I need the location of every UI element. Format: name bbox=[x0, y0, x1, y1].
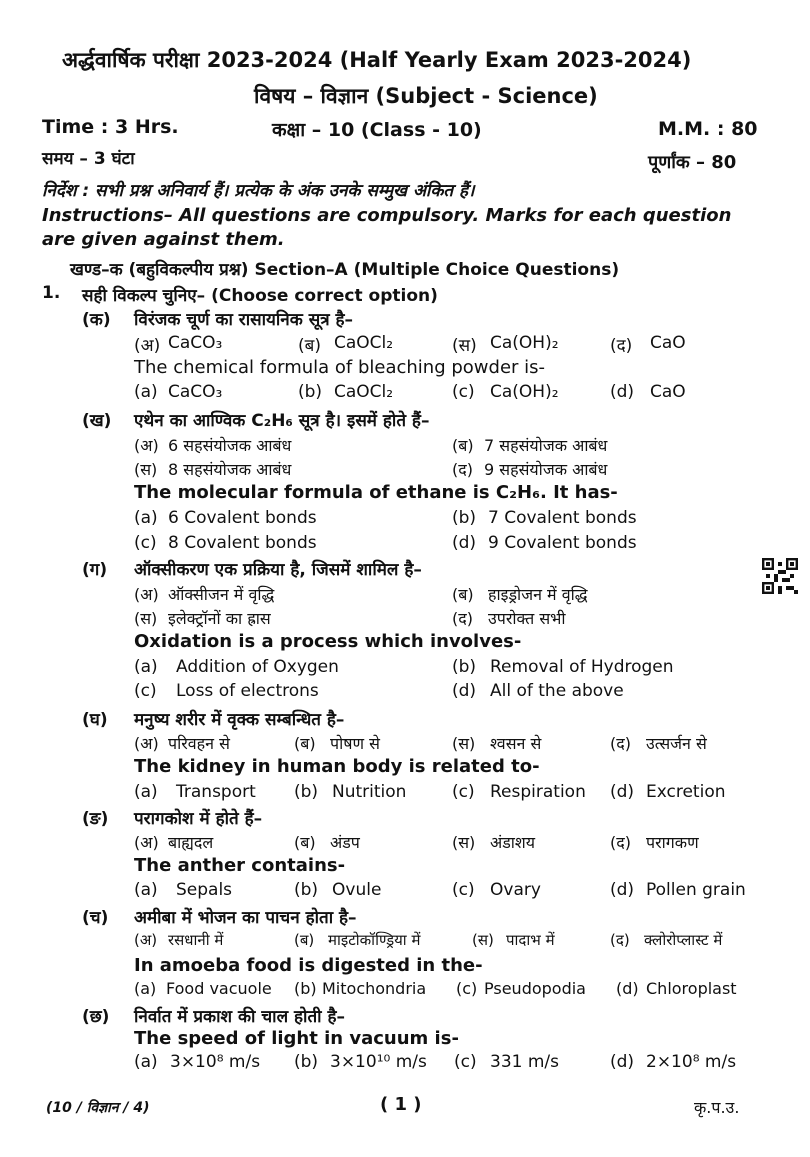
option-label: (c) bbox=[134, 533, 157, 553]
option-label: (ब) bbox=[294, 931, 315, 949]
option-label: (अ) bbox=[134, 436, 159, 455]
question-english: The speed of light in vacuum is- bbox=[134, 1028, 459, 1049]
instructions-hindi: निर्देश : सभी प्रश्न अनिवार्य हैं। प्रत्येक के अंक उनके सम्मुख अंकित हैं। bbox=[42, 181, 475, 201]
option-text: Loss of electrons bbox=[176, 681, 319, 701]
time-hindi: समय – 3 घंटा bbox=[42, 149, 135, 169]
option-text: All of the above bbox=[490, 681, 624, 701]
option-text: 331 m/s bbox=[490, 1052, 559, 1072]
options-hindi bbox=[0, 333, 810, 357]
section-heading: खण्ड–क (बहुविकल्पीय प्रश्न) Section–A (Multiple Choice Questions) bbox=[70, 260, 620, 280]
option-label: (a) bbox=[134, 782, 158, 802]
option-label: (अ) bbox=[134, 931, 158, 949]
question-english: The anther contains- bbox=[134, 855, 346, 876]
option-text: 7 सहसंयोजक आबंध bbox=[484, 436, 608, 455]
option-text: 7 Covalent bonds bbox=[488, 508, 637, 528]
option-label: (स) bbox=[472, 931, 494, 949]
question-english: In amoeba food is digested in the- bbox=[134, 955, 483, 976]
option-text: Ca(OH)₂ bbox=[490, 382, 559, 402]
option-text: 9 Covalent bonds bbox=[488, 533, 637, 553]
options-hindi bbox=[0, 607, 810, 629]
option-text: CaCO₃ bbox=[168, 382, 223, 402]
option-label: (a) bbox=[134, 880, 158, 900]
option-text: रसधानी में bbox=[168, 931, 224, 949]
option-text: परागकण bbox=[646, 833, 699, 852]
option-label: (द) bbox=[610, 734, 631, 753]
option-label: (b) bbox=[298, 382, 323, 402]
option-label: (c) bbox=[134, 681, 157, 701]
option-label: (स) bbox=[134, 609, 158, 628]
max-marks-english: M.M. : 80 bbox=[658, 118, 758, 140]
option-text: Addition of Oxygen bbox=[176, 657, 339, 677]
option-text: उत्सर्जन से bbox=[646, 734, 707, 753]
option-text: CaCO₃ bbox=[168, 333, 223, 353]
option-label: (ब) bbox=[294, 833, 316, 852]
option-label: (a) bbox=[134, 979, 157, 998]
max-marks-hindi: पूर्णांक – 80 bbox=[648, 152, 737, 173]
option-text: उपरोक्त सभी bbox=[488, 609, 566, 628]
question-english: The molecular formula of ethane is C₂H₆. It has- bbox=[134, 482, 618, 503]
question-hindi: निर्वात में प्रकाश की चाल होती है– bbox=[134, 1007, 345, 1027]
option-label: (a) bbox=[134, 508, 158, 528]
options-hindi bbox=[0, 831, 810, 853]
option-text: Excretion bbox=[646, 782, 726, 802]
page-number: ( 1 ) bbox=[380, 1094, 422, 1115]
option-text: Food vacuole bbox=[166, 979, 272, 998]
option-text: पादाभ में bbox=[506, 931, 555, 949]
option-text: क्लोरोप्लास्ट में bbox=[644, 931, 723, 949]
option-label: (b) bbox=[452, 657, 477, 677]
option-label: (c) bbox=[456, 979, 478, 998]
question-english: The kidney in human body is related to- bbox=[134, 756, 540, 777]
option-label: (b) bbox=[294, 979, 317, 998]
please-turn-over: कृ.प.उ. bbox=[694, 1098, 740, 1117]
option-text: 6 Covalent bonds bbox=[168, 508, 317, 528]
options-english bbox=[0, 782, 810, 806]
option-label: (a) bbox=[134, 1052, 158, 1072]
option-label: (ब) bbox=[452, 585, 474, 604]
options-english bbox=[0, 533, 810, 557]
option-text: Respiration bbox=[490, 782, 586, 802]
instructions-english-line2: are given against them. bbox=[42, 229, 285, 250]
option-label: (अ) bbox=[134, 336, 161, 356]
option-label: (d) bbox=[610, 1052, 635, 1072]
options-english bbox=[0, 382, 810, 406]
option-text: 6 सहसंयोजक आबंध bbox=[168, 436, 292, 455]
option-text: 3×10¹⁰ m/s bbox=[330, 1052, 427, 1072]
option-text: Nutrition bbox=[332, 782, 407, 802]
option-text: 8 सहसंयोजक आबंध bbox=[168, 460, 292, 479]
option-label: (अ) bbox=[134, 585, 159, 604]
option-label: (d) bbox=[452, 533, 477, 553]
sub-question-label: (ग) bbox=[82, 560, 108, 580]
option-text: 8 Covalent bonds bbox=[168, 533, 317, 553]
options-english bbox=[0, 657, 810, 681]
options-english bbox=[0, 880, 810, 904]
option-label: (a) bbox=[134, 657, 158, 677]
option-text: Pollen grain bbox=[646, 880, 746, 900]
option-text: इलेक्ट्रॉनों का ह्रास bbox=[168, 609, 271, 628]
question-hindi: मनुष्य शरीर में वृक्क सम्बन्धित है– bbox=[134, 710, 345, 730]
option-text: पोषण से bbox=[330, 734, 380, 753]
option-label: (c) bbox=[454, 1052, 477, 1072]
option-label: (द) bbox=[452, 609, 473, 628]
options-english bbox=[0, 508, 810, 532]
option-label: (d) bbox=[610, 880, 635, 900]
option-text: अंडप bbox=[330, 833, 360, 852]
option-text: CaOCl₂ bbox=[334, 382, 394, 402]
option-label: (स) bbox=[134, 460, 158, 479]
option-text: Chloroplast bbox=[646, 979, 737, 998]
option-label: (d) bbox=[616, 979, 639, 998]
option-text: CaOCl₂ bbox=[334, 333, 394, 353]
option-label: (b) bbox=[452, 508, 477, 528]
option-label: (स) bbox=[452, 734, 476, 753]
option-label: (c) bbox=[452, 382, 475, 402]
option-label: (अ) bbox=[134, 734, 159, 753]
question-number: 1. bbox=[42, 283, 61, 303]
option-label: (स) bbox=[452, 833, 476, 852]
option-label: (a) bbox=[134, 382, 158, 402]
options-hindi bbox=[0, 930, 810, 952]
option-label: (स) bbox=[452, 336, 477, 356]
option-text: परिवहन से bbox=[168, 734, 230, 753]
option-text: Transport bbox=[176, 782, 256, 802]
option-label: (d) bbox=[610, 782, 635, 802]
option-label: (d) bbox=[610, 382, 635, 402]
question-english: Oxidation is a process which involves- bbox=[134, 631, 522, 652]
question-hindi: ऑक्सीकरण एक प्रक्रिया है, जिसमें शामिल है– bbox=[134, 560, 422, 580]
option-label: (द) bbox=[610, 833, 631, 852]
sub-question-label: (क) bbox=[82, 310, 111, 330]
option-text: श्वसन से bbox=[490, 734, 542, 753]
question-instruction: सही विकल्प चुनिए– (Choose correct option) bbox=[82, 286, 438, 306]
option-text: Sepals bbox=[176, 880, 233, 900]
option-label: (b) bbox=[294, 782, 319, 802]
option-label: (d) bbox=[452, 681, 477, 701]
exam-title: अर्द्धवार्षिक परीक्षा 2023-2024 (Half Yearly Exam 2023-2024) bbox=[62, 48, 692, 72]
options-english bbox=[0, 1052, 810, 1076]
class-line: कक्षा – 10 (Class - 10) bbox=[272, 119, 482, 141]
option-label: (अ) bbox=[134, 833, 159, 852]
question-hindi: परागकोश में होते हैं– bbox=[134, 809, 263, 829]
option-text: 9 सहसंयोजक आबंध bbox=[484, 460, 608, 479]
options-hindi bbox=[0, 583, 810, 605]
option-text: CaO bbox=[650, 382, 686, 402]
question-hindi: एथेन का आण्विक C₂H₆ सूत्र है। इसमें होते हैं– bbox=[134, 411, 430, 431]
option-label: (द) bbox=[610, 336, 633, 356]
option-label: (द) bbox=[452, 460, 473, 479]
option-label: (c) bbox=[452, 782, 475, 802]
options-hindi bbox=[0, 732, 810, 754]
options-hindi bbox=[0, 434, 810, 456]
option-text: 2×10⁸ m/s bbox=[646, 1052, 737, 1072]
option-text: CaO bbox=[650, 333, 686, 353]
option-label: (c) bbox=[452, 880, 475, 900]
sub-question-label: (छ) bbox=[82, 1007, 110, 1027]
subject-line: विषय – विज्ञान (Subject - Science) bbox=[254, 84, 598, 108]
option-label: (b) bbox=[294, 1052, 319, 1072]
options-english bbox=[0, 979, 810, 1003]
option-label: (ब) bbox=[452, 436, 474, 455]
sub-question-label: (घ) bbox=[82, 710, 108, 730]
sub-question-label: (च) bbox=[82, 908, 109, 928]
sub-question-label: (ख) bbox=[82, 411, 112, 431]
paper-code: (10 / विज्ञान / 4) bbox=[46, 1100, 150, 1116]
question-english: The chemical formula of bleaching powder is- bbox=[134, 357, 546, 378]
options-english bbox=[0, 681, 810, 705]
option-text: हाइड्रोजन में वृद्धि bbox=[488, 585, 588, 604]
option-text: Removal of Hydrogen bbox=[490, 657, 674, 677]
option-text: माइटोकॉण्ड्रिया में bbox=[328, 931, 421, 949]
option-label: (ब) bbox=[294, 734, 316, 753]
option-text: बाह्यदल bbox=[168, 833, 214, 852]
option-text: Mitochondria bbox=[322, 979, 427, 998]
option-text: अंडाशय bbox=[490, 833, 536, 852]
option-text: Ovary bbox=[490, 880, 541, 900]
option-text: Ca(OH)₂ bbox=[490, 333, 559, 353]
question-hindi: विरंजक चूर्ण का रासायनिक सूत्र है– bbox=[134, 310, 354, 330]
option-label: (ब) bbox=[298, 336, 321, 356]
qr-code-icon bbox=[762, 558, 798, 594]
time-english: Time : 3 Hrs. bbox=[42, 116, 179, 138]
option-text: Ovule bbox=[332, 880, 382, 900]
question-hindi: अमीबा में भोजन का पाचन होता है– bbox=[134, 908, 357, 928]
option-label: (b) bbox=[294, 880, 319, 900]
option-text: ऑक्सीजन में वृद्धि bbox=[168, 585, 275, 604]
instructions-english-line1: Instructions– All questions are compulsory. Marks for each question bbox=[42, 205, 732, 226]
option-text: Pseudopodia bbox=[484, 979, 586, 998]
option-text: 3×10⁸ m/s bbox=[170, 1052, 261, 1072]
options-hindi bbox=[0, 458, 810, 480]
sub-question-label: (ङ) bbox=[82, 809, 109, 829]
option-label: (द) bbox=[610, 931, 630, 949]
